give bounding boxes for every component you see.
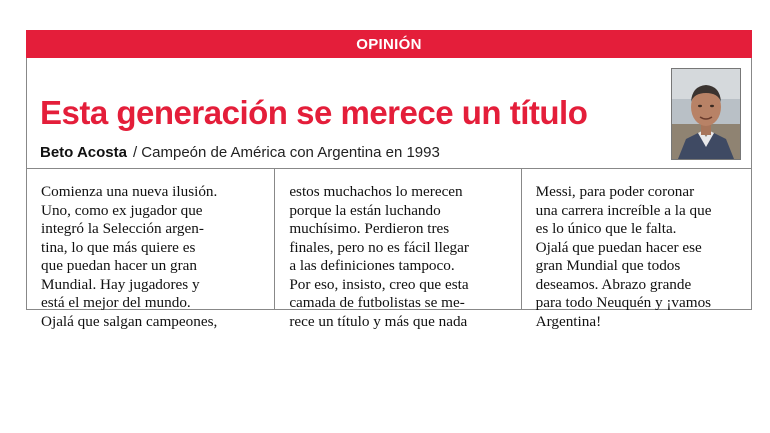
portrait-image: [672, 69, 740, 159]
title-area: [26, 58, 752, 168]
article-column-2: [275, 169, 521, 330]
byline: [40, 144, 440, 161]
article-body: [26, 168, 752, 330]
column-text: Messi, para poder coronar una carrera increíble a la que es lo único que le falta. Ojalá que puedan hacer ese gran Mundial que todos deseamos. Abrazo grande para todo Neuquén y ¡vamos Argentina!: [535, 183, 712, 330]
author-role: / Campeón de América con Argentina en 1993: [132, 144, 440, 161]
section-header-bar: [26, 30, 752, 58]
section-label: OPINIÓN: [356, 35, 422, 53]
opinion-card: [26, 30, 752, 330]
headline: Esta generación se merece un título: [40, 94, 588, 131]
article-column-3: [522, 169, 751, 330]
column-text: estos muchachos lo merecen porque la están luchando muchísimo. Perdieron tres finales, pero no es fácil llegar a las definiciones tampoco. Por eso, insisto, creo que esta camada de futbolistas se me- rece un título y más que nada: [289, 183, 469, 330]
author-name: Beto Acosta: [40, 144, 127, 161]
author-photo: [671, 68, 741, 160]
article-column-1: [27, 169, 275, 330]
column-text: Comienza una nueva ilusión. Uno, como ex jugador que integró la Selección argen- tina, lo que más quiere es que puedan hacer un gran Mundial. Hay jugadores y está el mejor del mundo. Ojalá que salgan campeones,: [41, 183, 218, 330]
